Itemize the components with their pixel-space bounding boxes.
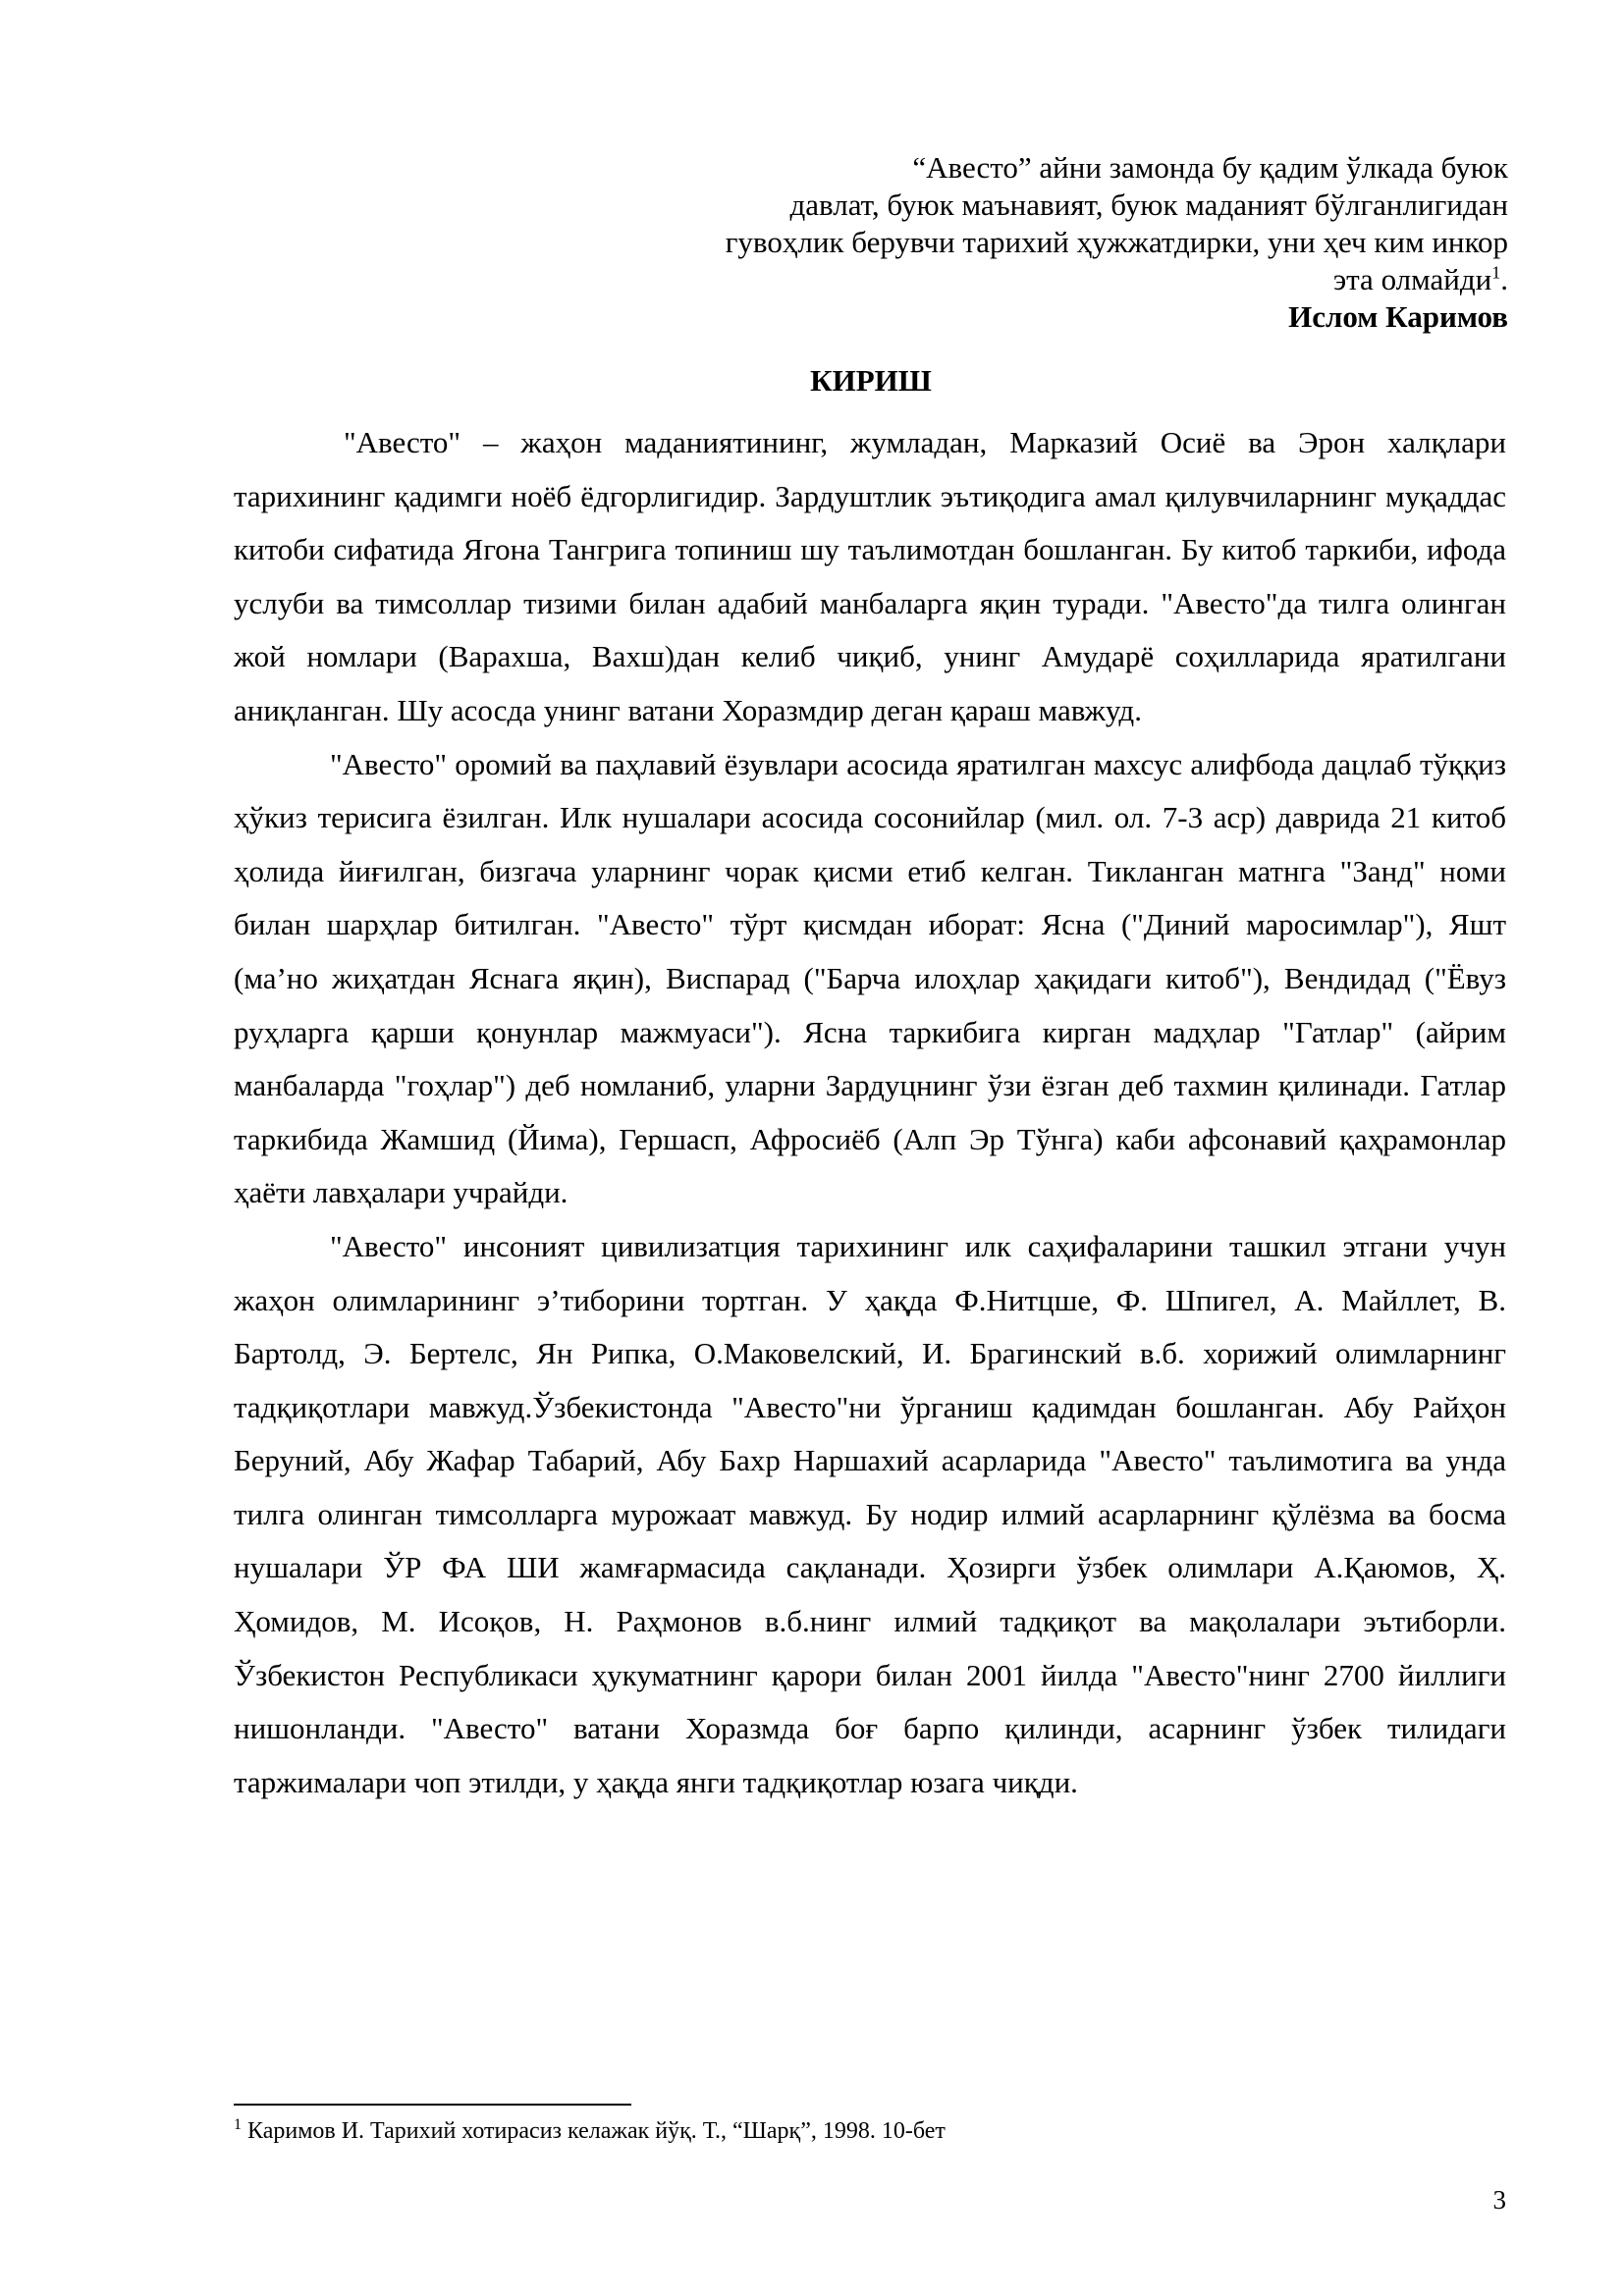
epigraph-line-last: [526, 261, 1508, 298]
footnote-reference[interactable]: 1: [1491, 262, 1501, 283]
paragraph: "Авесто" – жаҳон маданиятининг, жумладан, Марказий Осиё ва Эрон халқлари тарихининг қадимги ноёб ёдгорлигидир. Зардуштлик эътиқодига амал қилувчиларнинг муқаддас китоби сифатида Ягона Тангрига топиниш шу таълимотдан бошланган. Бу китоб таркиби, ифода услуби ва тимсоллар тизими билан адабий манбаларга яқин туради. "Авесто"да тилга олинган жой номлари (Варахша, Вахш)дан келиб чиқиб, унинг Амударё соҳилларида яратилгани аниқланган. Шу асосда унинг ватани Хоразмдир деган қараш мавжуд.: [234, 425, 1506, 727]
epigraph: [526, 149, 1508, 336]
section-heading: КИРИШ: [810, 363, 932, 398]
footnote: [234, 2116, 1412, 2146]
page-number: 3: [1492, 2185, 1506, 2215]
paragraph: "Авесто" оромий ва паҳлавий ёзувлари асосида яратилган махсус алифбода дацлаб тўққиз ҳўкиз терисига ёзилган. Илк нушалари асосида сосонийлар (мил. ол. 7-3 аср) даврида 21 китоб ҳолида йиғилган, бизгача уларнинг чорак қисми етиб келган. Тикланган матнга "Занд" номи билан шарҳлар битилган. "Авесто" тўрт қисмдан иборат: Ясна ("Диний маросимлар"), Яшт (ма’но жиҳатдан Яснага яқин), Виспарад ("Барча илоҳлар ҳақидаги китоб"), Вендидад ("Ёвуз руҳларга қарши қонунлар мажмуаси"). Ясна таркибига кирган мадҳлар "Гатлар" (айрим манбаларда "гоҳлар") деб номланиб, уларни Зардуцнинг ўзи ёзган деб тахмин қилинади. Гатлар таркибида Жамшид (Йима), Гершасп, Афросиёб (Алп Эр Тўнга) каби афсонавий қаҳрамонлар ҳаёти лавҳалари учрайди.: [234, 746, 1506, 1210]
footnote-number: 1: [234, 2116, 242, 2133]
epigraph-line-text: эта олмайди: [1332, 262, 1492, 296]
epigraph-trailing-punctuation: .: [1500, 262, 1508, 296]
epigraph-line: гувоҳлик берувчи тарихий ҳужжатдирки, уни ҳеч ким инкор: [725, 225, 1508, 259]
footnote-separator: [234, 2104, 631, 2106]
epigraph-author: Ислом Каримов: [1288, 299, 1508, 334]
epigraph-line: давлат, буюк маънавият, буюк маданият бўлганлигидан: [789, 187, 1508, 222]
epigraph-line: “Авесто” айни замонда бу қадим ўлкада буюк: [912, 150, 1508, 185]
paragraph: "Авесто" инсоният цивилизатция тарихининг илк саҳифаларини ташкил этгани учун жаҳон олимларининг э’тиборини тортган. У ҳақда Ф.Нитцше, Ф. Шпигел, А. Майллет, В. Бартолд, Э. Бертелс, Ян Рипка, О.Маковелский, И. Брагинский в.б. хорижий олимларнинг тадқиқотлари мавжуд.Ўзбекистонда "Авесто"ни ўрганиш қадимдан бошланган. Абу Райҳон Беруний, Абу Жафар Табарий, Абу Бахр Наршахий асарларида "Авесто" таълимотига ва унда тилга олинган тимсолларга мурожаат мавжуд. Бу нодир илмий асарларнинг қўлёзма ва босма нушалари ЎР ФА ШИ жамғармасида сақланади. Ҳозирги ўзбек олимлари А.Қаюмов, Ҳ. Ҳомидов, М. Исоқов, Н. Раҳмонов в.б.нинг илмий тадқиқот ва мақолалари эътиборли. Ўзбекистон Республикаси ҳукуматнинг қарори билан 2001 йилда "Авесто"нинг 2700 йиллиги нишонланди. "Авесто" ватани Хоразмда боғ барпо қилинди, асарнинг ўзбек тилидаги таржималари чоп этилди, у ҳақда янги тадқиқотлар юзага чиқди.: [234, 1228, 1506, 1799]
footnote-text: Каримов И. Тарихий хотирасиз келажак йўқ. Т., “Шарқ”, 1998. 10-бет: [242, 2118, 946, 2144]
body-text: [234, 416, 1506, 1809]
